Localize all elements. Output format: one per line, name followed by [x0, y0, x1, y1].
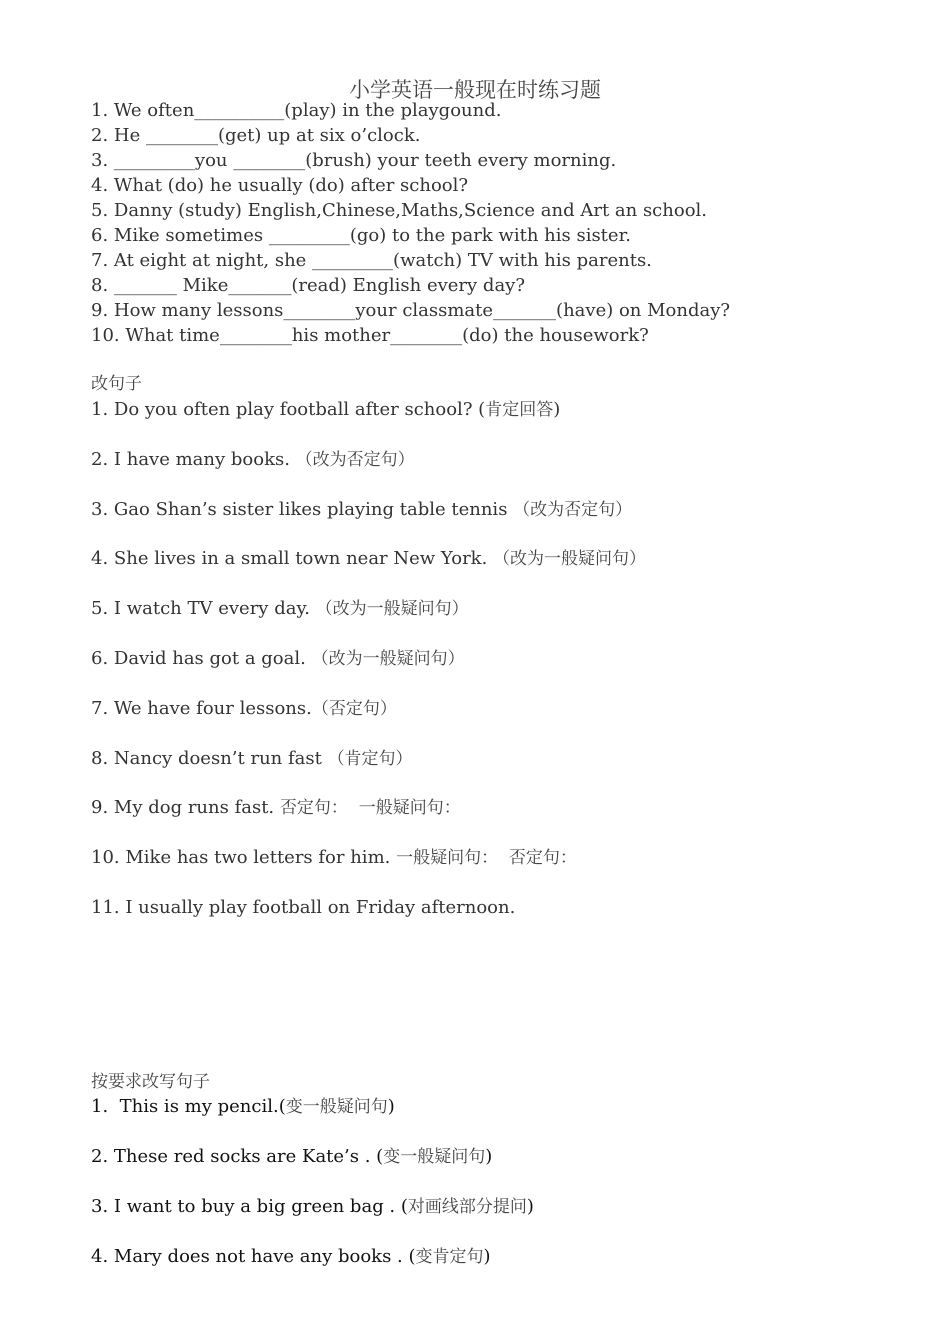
question-item: [91, 547, 646, 571]
question-item: [91, 597, 469, 621]
section-title-transform: 按要求改写句子: [91, 1072, 210, 1092]
question-item: [91, 498, 632, 522]
closing-paren: ): [485, 1146, 493, 1167]
instruction-text: 变一般疑问句: [383, 1147, 486, 1167]
question-item: [91, 747, 413, 771]
question-item: 8. _______ Mike_______(read) English every day?: [91, 275, 526, 296]
closing-paren: ): [553, 399, 561, 420]
closing-paren: ): [387, 1096, 395, 1117]
question-item: [91, 647, 465, 671]
section-title-rewrite: 改句子: [91, 374, 142, 394]
question-text: 6. David has got a goal.: [91, 648, 312, 669]
question-item: [91, 896, 515, 920]
question-item: [91, 796, 461, 820]
closing-paren: ): [526, 1196, 534, 1217]
instruction-text: 一般疑问句： 否定句：: [396, 848, 577, 869]
question-item: [91, 398, 560, 422]
instruction-text: 否定句： 一般疑问句：: [279, 798, 461, 819]
question-text: 9. My dog runs fast.: [91, 797, 280, 819]
instruction-text: （改为一般疑问句）: [493, 549, 647, 570]
question-text: 1. Do you often play football after school? (: [91, 399, 486, 420]
instruction-text: 对画线部分提问: [407, 1197, 527, 1217]
instruction-text: （肯定句）: [327, 748, 413, 769]
question-text: 7. We have four lessons.: [91, 697, 312, 719]
question-item: 7. At eight at night, she _________(watch) TV with his parents.: [91, 250, 652, 271]
question-text: 3. Gao Shan’s sister likes playing table tennis: [91, 498, 514, 520]
question-item: 2. He ________(get) up at six o’clock.: [91, 125, 421, 146]
question-text: 4. She lives in a small town near New York.: [91, 548, 494, 570]
question-item: [91, 448, 415, 472]
instruction-text: （否定句）: [311, 698, 397, 719]
question-item: 9. How many lessons________your classmate_______(have) on Monday?: [91, 300, 731, 321]
question-text: 10. Mike has two letters for him.: [91, 847, 397, 869]
question-item: 6. Mike sometimes _________(go) to the park with his sister.: [91, 225, 631, 246]
instruction-text: （改为一般疑问句）: [311, 649, 465, 669]
question-text: 2. These red socks are Kate’s . (: [91, 1146, 384, 1167]
question-text: 11. I usually play football on Friday afternoon.: [91, 897, 516, 918]
question-item: [91, 1245, 491, 1269]
question-item: [91, 846, 577, 870]
instruction-text: 变肯定句: [415, 1247, 484, 1267]
question-text: 3. I want to buy a big green bag . (: [91, 1196, 408, 1217]
question-text: 1. This is my pencil.(: [91, 1096, 286, 1117]
instruction-text: 变一般疑问句: [285, 1097, 388, 1117]
page-title: 小学英语一般现在时练习题: [349, 78, 601, 102]
instruction-text: （改为否定句）: [295, 449, 415, 470]
instruction-text: （改为一般疑问句）: [315, 599, 469, 620]
question-item: [91, 1195, 534, 1219]
question-item: 4. What (do) he usually (do) after school?: [91, 175, 469, 196]
instruction-text: 肯定回答: [485, 400, 554, 420]
question-text: 2. I have many books.: [91, 448, 296, 470]
question-text: 8. Nancy doesn’t run fast: [91, 747, 328, 769]
question-item: 3. _________you ________(brush) your teeth every morning.: [91, 150, 617, 171]
question-text: 5. I watch TV every day.: [91, 598, 316, 620]
question-text: 4. Mary does not have any books . (: [91, 1246, 416, 1267]
question-item: [91, 697, 397, 721]
question-item: 1. We often__________(play) in the playgound.: [91, 100, 502, 121]
closing-paren: ): [483, 1246, 491, 1267]
instruction-text: （改为否定句）: [513, 499, 633, 520]
question-item: [91, 1145, 492, 1169]
question-item: 5. Danny (study) English,Chinese,Maths,Science and Art an school.: [91, 200, 708, 221]
question-item: 10. What time________his mother________(do) the housework?: [91, 325, 649, 346]
question-item: [91, 1095, 395, 1119]
